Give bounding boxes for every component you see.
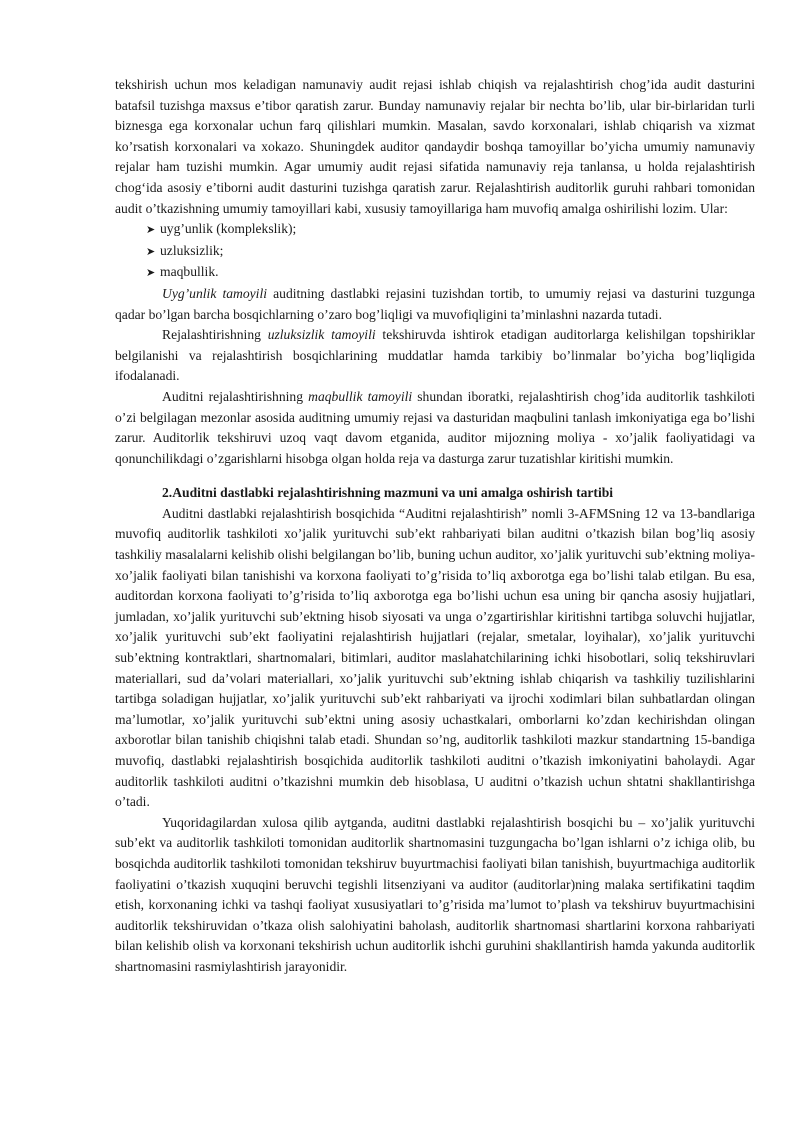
paragraph-text: shundan iboratki, rejalashtirish chog’ida auditorlik tashkiloti o’zi belgilagan mezonlar asosida auditning umumiy rejasi va dasturidan maqbulini tanlash imkoniyatiga ega bo’lishi zarur. Auditorlik tekshiruvi uzoq vaqt davom etganida, auditor mijozning moliya - xo’jalik faoliyatidagi va qonunchilikdagi o’zgarishlarni hisobga olgan holda reja va dasturga zarur tuzatishlar kiritishi mumkin. xyxy=(115,388,755,466)
paragraph-text: auditning dastlabki rejasini tuzishdan tortib, to umumiy rejasi va dasturini tuzgunga qadar bo’lgan barcha bosqichlarning o’zaro bog’liqligi va muvofiqligini ta’minlashni nazarda tutadi. xyxy=(115,285,756,322)
intro-paragraph: tekshirish uchun mos keladigan namunaviy audit rejasi ishlab chiqish va rejalashtirish chog’ida audit dasturini batafsil tuzishga maxsus e’tibor qaratish zarur. Bunday namunaviy rejalar bir nechta bo’lib, ular bir-birlaridan turli biznesga ega korxonalar uchun farq qilishlari mumkin. Masalan, savdo korxonalari, ishlab chiqarish va xizmat ko’rsatish korxonalari va xokazo. Shuningdek auditor qandaydir boshqa tamoyillar bo’yicha umumiy namunaviy rejalar ham tuzishi mumkin. Agar umumiy audit rejasi sifatida namunaviy reja tanlansa, u holda rejalashtirish chog‘ida asosiy e’tiborni audit dasturini tuzishga qaratish zarur. Rejalashtirish auditorlik guruhi rahbari tomonidan audit o’tkazishning umumiy tamoyillari kabi, xususiy tamoyillariga ham muvofiq amalga oshirilishi lozim. Ular: xyxy=(115,77,755,216)
arrowhead-bullet-icon: ➤ xyxy=(146,267,156,280)
section-paragraph-1: Auditni dastlabki rejalashtirish bosqichida “Auditni rejalashtirish” nomli 3-AFMSning 12 va 13-bandlariga muvofiq auditorlik tashkiloti xo’jalik yurituvchi sub’ekt rahbariyati bilan auditni o’tkazish bilan bog’liq asosiy tashkiliy masalalarni kelishib olishi belgilangan bo’lib, buning uchun auditor, xo’jalik yurituvchi sub’ektning moliya-xo’jalik faoliyati bilan tanishishi va korxona faoliyati to’g’risida to’liq axborotga ega bo’lishi talab etilgan. Bu esa, auditordan korxona faoliyati to’g’risida to’liq axborotga ega bo’lishi uchun esa uning bir qancha asosiy hujjatlari, jumladan, xo’jalik yurituvchi sub’ektning hisob siyosati va unga o’zgartirishlar kiritishni tartibga soluvchi hujjatlar, xo’jalik yurituvchi sub’ekt faoliyatini rejalashtirish hujjatlari (rejalar, smetalar, loyihalar), xo’jalik yurituvchi sub’ektning kontraktlari, shartnomalari, bitimlari, auditor maslahatchilarining ichki hisobotlari, soliq tekshiruvlari materiallari, sud da’volari materiallari, xo’jalik yurituvchi sub’ektning ishlab chiqarish va tashkiliy tuzilishlarini tartibga soladigan hujjatlar, xo’jalik yurituvchi sub’ekt rahbariyati va ijrochi xodimlari bilan suhbatlardan olingan ma’lumotlar, xo’jalik yurituvchi sub’ektni uning asosiy uchastkalari, omborlarni ko’zdan kechirishdan olingan axborotlar bilan tanishib chiqishni talab etadi. Shundan so’ng, auditorlik tashkiloti mazkur standartning 15-bandiga muvofiq, dastlabki rejalashtirish bosqichida auditorlik tashkiloti auditni o’tkazish imkoniyatini baholaydi. Agar auditorlik tashkiloti auditni o’tkazishni mumkin deb hisoblasa, U auditni o’tkazish uchun shtatni shakllantirishga o’tadi. xyxy=(115,505,755,810)
paragraph-text: Rejalashtirishning xyxy=(162,327,268,343)
section-paragraph-2: Yuqoridagilardan xulosa qilib aytganda, auditni dastlabki rejalashtirish bosqichi bu – xo’jalik yurituvchi sub’ekt va auditorlik tashkiloti tomonidan auditorlik shartnomasini tuzgungacha bo’lgan ishlarni o’z ichiga olib, bu bosqichda auditorlik tashkiloti tomonidan tekshiruv buyurtmachisi faoliyati bilan tanishish, buyurtmachiga auditorlik faoliyatini o’tkazish xuquqini beruvchi tegishli litsenziyani va auditor (auditorlar)ning malaka sertifikatini taqdim etish, korxonaning ichki va tashqi faoliyat xususiyatlari to’g’risida ma’lumot to’plash va tekshiruv buyurtmachisini auditorlik tekshiruvidan o’tkaza olish salohiyatini baholash, auditorlik shartnomasi shartlarini korxona rahbariyati bilan kelishib olish va korxonani tekshirish uchun auditorlik ishchi guruhini shakllantirish hamda yakunda auditorlik shartnomasini rasmiylashtirish jarayonidir. xyxy=(115,814,755,974)
list-item xyxy=(146,219,755,241)
paragraph-text: tekshiruvda ishtirok etadigan auditorlarga kelishilgan topshiriklar belgilanishi va rejalashtirish bosqichlarining muddatlar hamda tarkibiy bo’linmalar bo’yicha bog’liqligida ifodalanadi. xyxy=(115,327,755,384)
list-item-text: uyg’unlik (komplekslik); xyxy=(160,221,297,237)
list-item xyxy=(146,262,755,284)
paragraph-uygunlik xyxy=(115,284,755,325)
paragraph-maqbullik xyxy=(115,387,755,469)
paragraph-text: Auditni rejalashtirishning xyxy=(162,388,309,404)
list-item xyxy=(146,241,755,263)
term-uzluksizlik: uzluksizlik tamoyili xyxy=(267,327,376,343)
section-heading: 2.Auditni dastlabki rejalashtirishning mazmuni va uni amalga oshirish tartibi xyxy=(162,485,614,501)
paragraph-uzluksizlik xyxy=(115,325,755,387)
document-page xyxy=(115,75,755,978)
list-item-text: maqbullik. xyxy=(160,264,219,280)
arrowhead-bullet-icon: ➤ xyxy=(146,224,156,237)
term-uygunlik: Uyg’unlik tamoyili xyxy=(162,285,268,301)
arrowhead-bullet-icon: ➤ xyxy=(146,245,156,258)
list-item-text: uzluksizlik; xyxy=(160,242,224,258)
term-maqbullik: maqbullik tamoyili xyxy=(308,388,413,404)
principles-list xyxy=(115,219,755,284)
